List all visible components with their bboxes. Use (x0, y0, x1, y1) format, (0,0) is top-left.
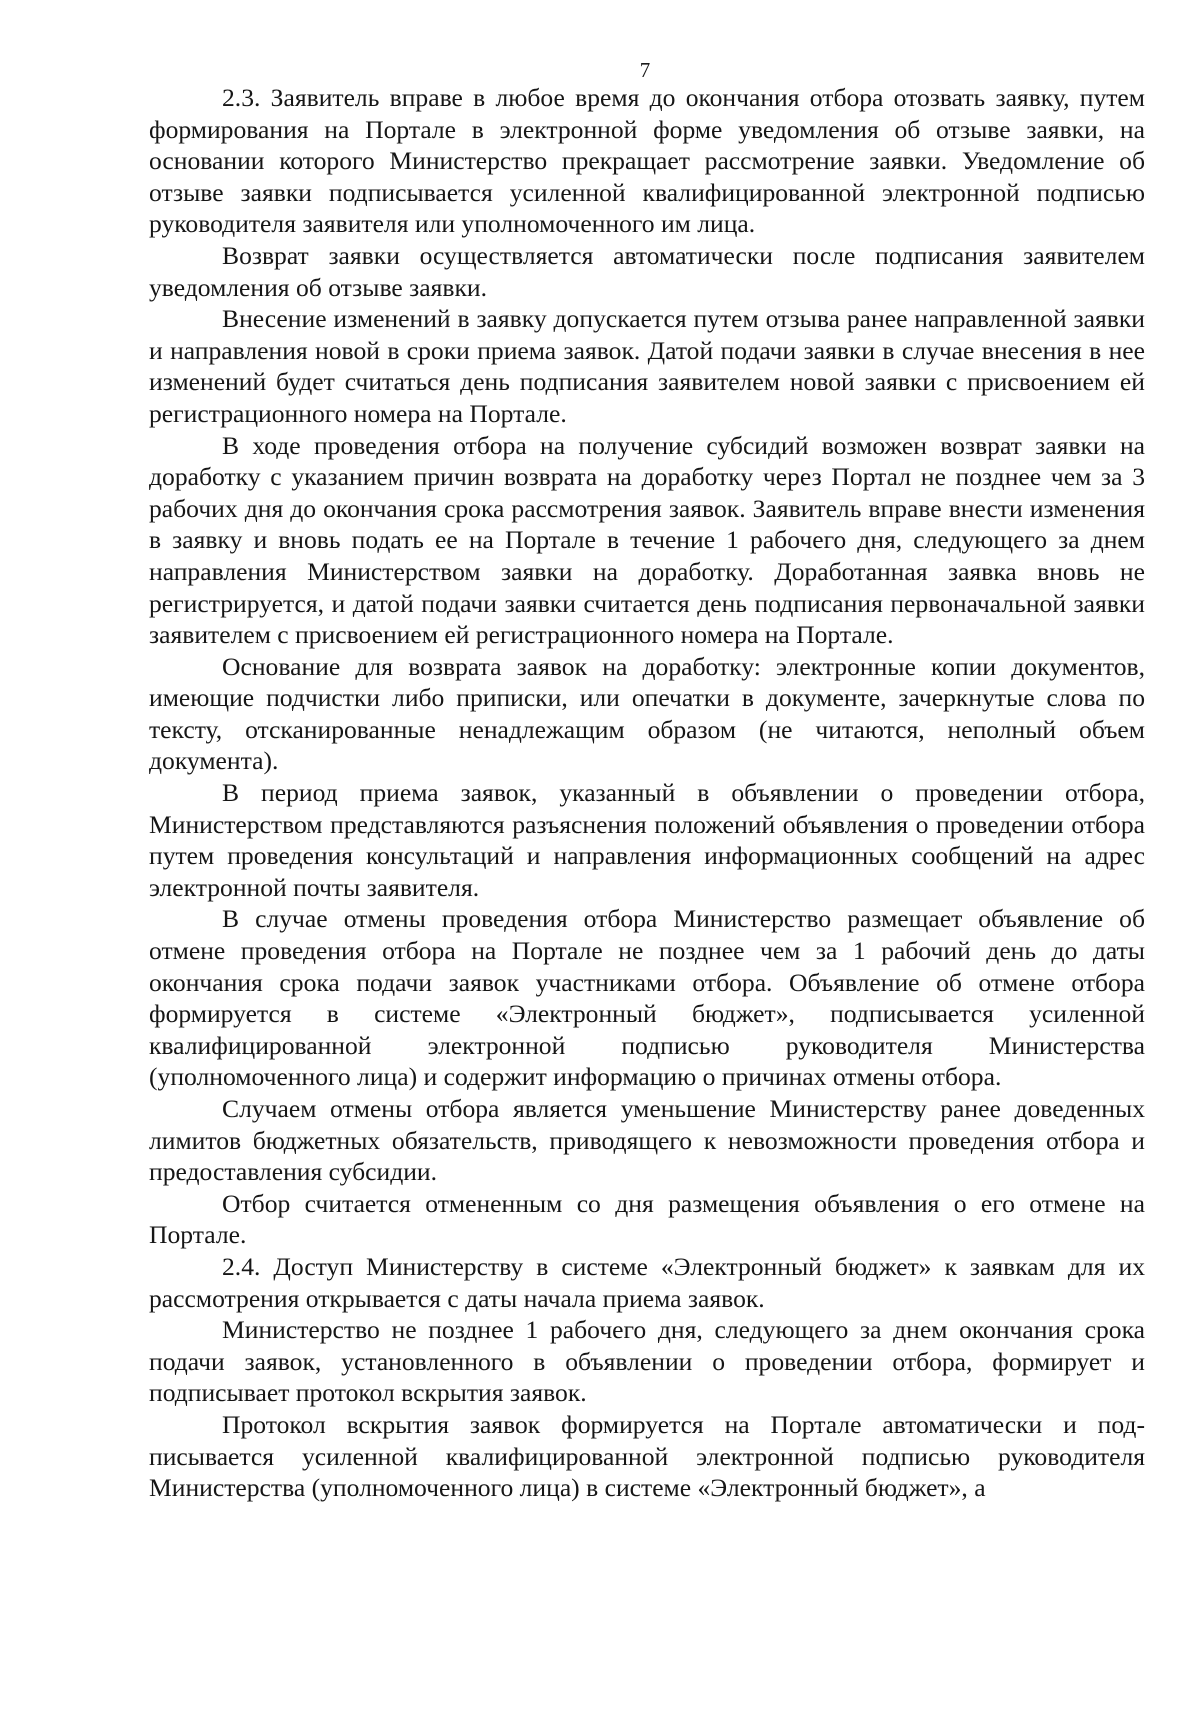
paragraph-rework: В ходе проведения отбора на получение субсидий возможен возврат заявки на доработку с указанием причин возврата на доработку через Портал не позднее чем за 3 рабочих дня до окончания срока рассмотрения заявок. Заявитель вправе внести изменения в заявку и вновь подать ее на Портале в течение 1 рабочего дня, следующего за днем направления Министерством заявки на доработку. Доработанная заявка вновь не регистрируется, и датой подачи заявки считается день подписания первоначальной заявки заявителем с присвоением ей регистрационного номера на Портале. (149, 430, 1145, 650)
paragraph-cancellation-case: Случаем отмены отбора является уменьшение Министерству ранее доведенных лимитов бюджетных обязательств, приводящего к невозможности проведения отбора и предоставления субсидии. (149, 1094, 1145, 1187)
paragraph-protocol-signing: Протокол вскрытия заявок формируется на Портале автоматически и подписывается усиленной квалифицированной электронной подписью руководителя Министерства (уполномоченного лица) в системе «Электронный бюджет», а (149, 1409, 1145, 1503)
paragraph-opening-protocol: Министерство не позднее 1 рабочего дня, следующего за днем окончания срока подачи заявок, установленного в объявлении о проведении отбора, формирует и подписывает протокол вскрытия заявок. (149, 1315, 1145, 1408)
paragraph-2-4: 2.4. Доступ Министерству в системе «Электронный бюджет» к заявкам для их рассмотрения открывается с даты начала приема заявок. (149, 1251, 1145, 1313)
paragraph-2-3: 2.3. Заявитель вправе в любое время до окончания отбора отозвать заявку, путем формирования на Портале в электронной форме уведомления об отзыве заявки, на основании которого Министерство прекращает рассмотрение заявки. Уведомление об отзыве заявки подписывается усиленной квалифицированной электронной подписью руководителя заявителя или уполномоченного им лица. (149, 83, 1145, 239)
paragraph-cancelled: Отбор считается отмененным со дня размещения объявления о его отмене на Портале. (149, 1188, 1145, 1250)
document-body (149, 82, 1145, 1504)
paragraph-return: Возврат заявки осуществляется автоматически после подписания заявителем уведомления об отзыве заявки. (149, 240, 1145, 302)
paragraph-cancellation: В случае отмены проведения отбора Министерство размещает объявление об отмене проведения отбора на Портале не позднее чем за 1 рабочий день до даты окончания срока подачи заявок участниками отбора. Объявление об отмене отбора формируется в системе «Электронный бюджет», подписывается усиленной квалифицированной электронной подписью руководителя Министерства (уполномоченного лица) и содержит информацию о причинах отмены отбора. (149, 904, 1145, 1092)
paragraph-changes: Внесение изменений в заявку допускается путем отзыва ранее направленной заявки и направления новой в сроки приема заявок. Датой подачи заявки в случае внесения в нее изменений будет считаться день подписания заявителем новой заявки с присвоением ей регистрационного номера на Портале. (149, 304, 1145, 428)
paragraph-clarifications: В период приема заявок, указанный в объявлении о проведении отбора, Министерством представляются разъяснения положений объявления о проведении отбора путем проведения консультаций и направления информационных сообщений на адрес электронной почты заявителя. (149, 778, 1145, 902)
paragraph-rework-grounds: Основание для возврата заявок на доработку: электронные копии документов, имеющие подчистки либо приписки, или опечатки в документе, зачеркнутые слова по тексту, отсканированные ненадлежащим образом (не читаются, неполный объем документа). (149, 651, 1145, 776)
page-number: 7 (639, 58, 651, 82)
